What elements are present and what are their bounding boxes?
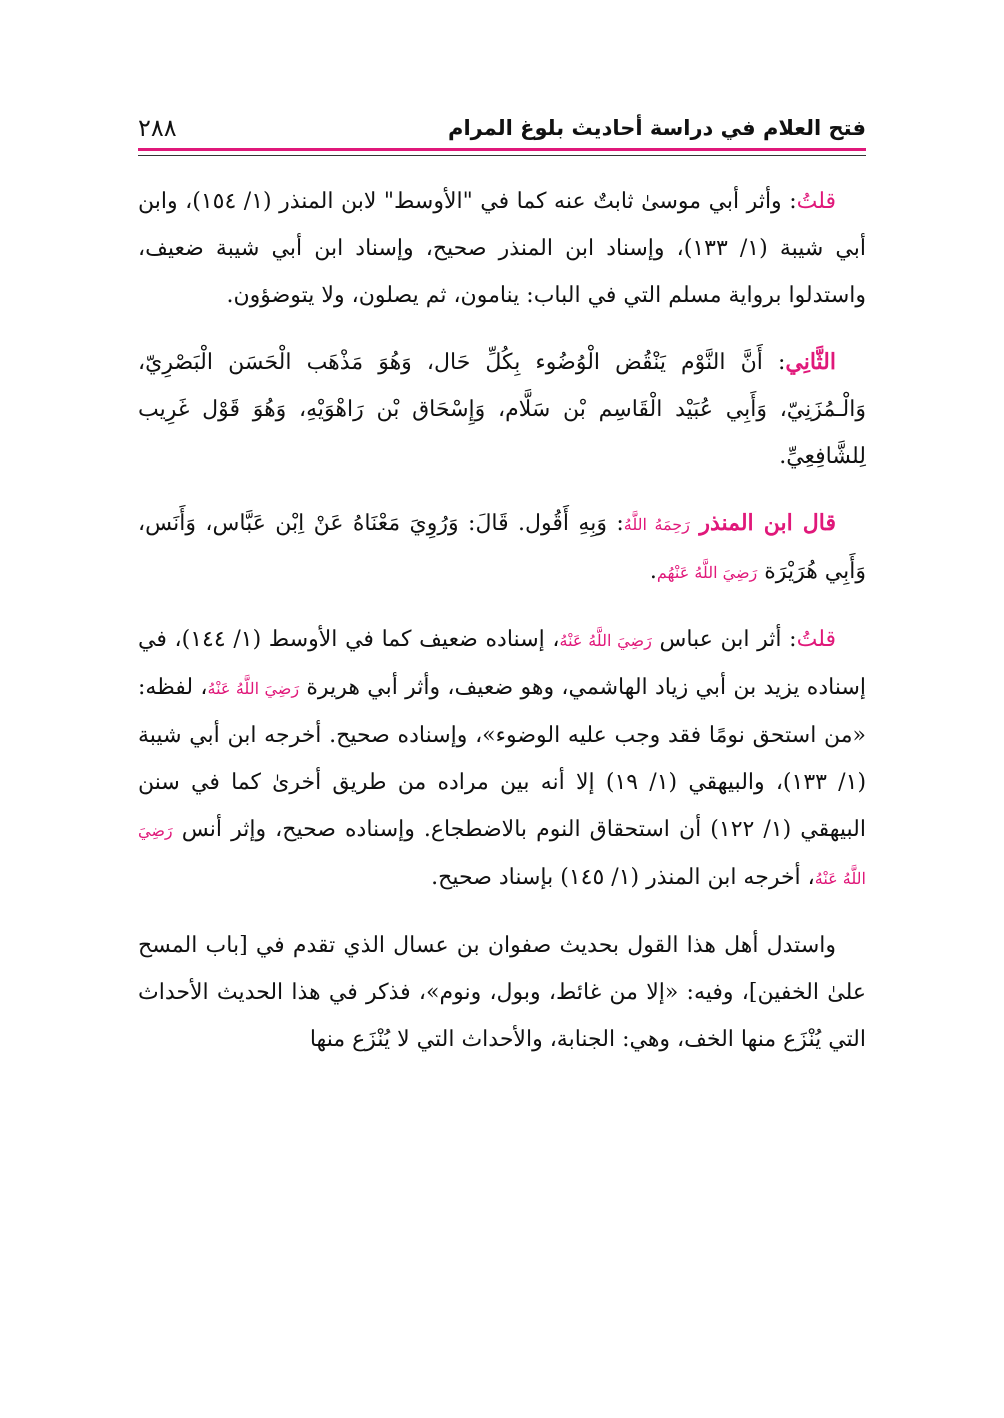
header-rule-pink [138,148,866,151]
paragraph-3 [138,500,866,596]
paragraph-lead: قلتُ [796,189,837,214]
paragraph-2 [138,339,866,480]
honorific: رَضِيَ اللَّهُ عَنْهُم [656,563,758,582]
paragraph-lead: الثَّانِي [785,349,836,375]
page-number: ٢٨٨ [138,114,177,142]
honorific: رَحِمَهُ اللَّهُ [623,515,690,534]
paragraph-text: : وَبِهِ أَقُول. قَالَ: وَرُوِيَ مَعْنَاهُ عَنْ اِبْن عَبَّاس، وَأَنَس، وَأَبِي هُرَيْرَة [138,511,866,584]
honorific: رَضِيَ اللَّهُ عَنْهُ [138,821,866,888]
book-title: فتح العلام في دراسة أحاديث بلوغ المرام [448,116,866,140]
paragraph-text: واستدل أهل هذا القول بحديث صفوان بن عسال الذي تقدم في [باب المسح علىٰ الخفين]، وفيه: «إلا من غائط، وبول، ونوم»، فذكر في هذا الحديث الأحداث التي يُنْزَع منها الخف، وهي: الجنابة، والأحداث التي لا يُنْزَع منها [138,933,866,1052]
paragraph-text: ، أخرجه ابن المنذر (١/ ١٤٥) بإسناد صحيح. [431,865,815,890]
honorific: رَضِيَ اللَّهُ عَنْهُ [207,679,300,698]
page-content [138,178,866,1083]
paragraph-text: : أثر ابن عباس [659,627,797,652]
paragraph-1 [138,178,866,319]
paragraph-5 [138,922,866,1063]
paragraph-text: : أَنَّ النَّوْم يَنْقُض الْوُضُوء بِكُلِّ حَال، وَهُوَ مَذْهَب الْحَسَن الْبَصْرِيّ، وَالْـمُزَنِيّ، وَأَبِي عُبَيْد الْقَاسِم بْن سَلَّام، وَإِسْحَاق بْن رَاهْوَيْهِ، وَهُوَ قَوْل غَرِيب لِلشَّافِعِيِّ. [138,350,867,469]
paragraph-lead: قال ابن المنذر [699,510,836,536]
book-page [138,100,866,1360]
paragraph-text: ، إسناده ضعيف كما في الأوسط (١/ ١٤٤)، في إسناده يزيد بن أبي زياد الهاشمي، وهو ضعيف، وأثر أبي هريرة [138,627,867,700]
paragraph-4 [138,616,866,902]
page-header [138,100,866,144]
paragraph-lead: قلتُ [796,627,836,652]
header-rule-dark [138,155,866,156]
honorific: رَضِيَ اللَّهُ عَنْهُ [559,631,652,650]
paragraph-text: : وأثر أبي موسىٰ ثابتٌ عنه كما في "الأوسط" لابن المنذر (١/ ١٥٤)، وابن أبي شيبة (١/ ١٣٣)، وإسناد ابن المنذر صحيح، وإسناد ابن أبي شيبة ضعيف، واستدلوا برواية مسلم التي في الباب: ينامون، ثم يصلون، ولا يتوضؤون. [138,189,867,308]
paragraph-text: ، لفظه: «من استحق نومًا فقد وجب عليه الوضوء»، وإسناده صحيح. أخرجه ابن أبي شيبة (١/ ١٣٣)، والبيهقي (١/ ١٩) إلا أنه بين مراده من طريق أخرىٰ كما في سنن البيهقي (١/ ١٢٢) أن استحقاق النوم بالاضطجاع. وإسناده صحيح، وإثر أنس [138,675,867,842]
paragraph-text-end: . [649,559,657,584]
